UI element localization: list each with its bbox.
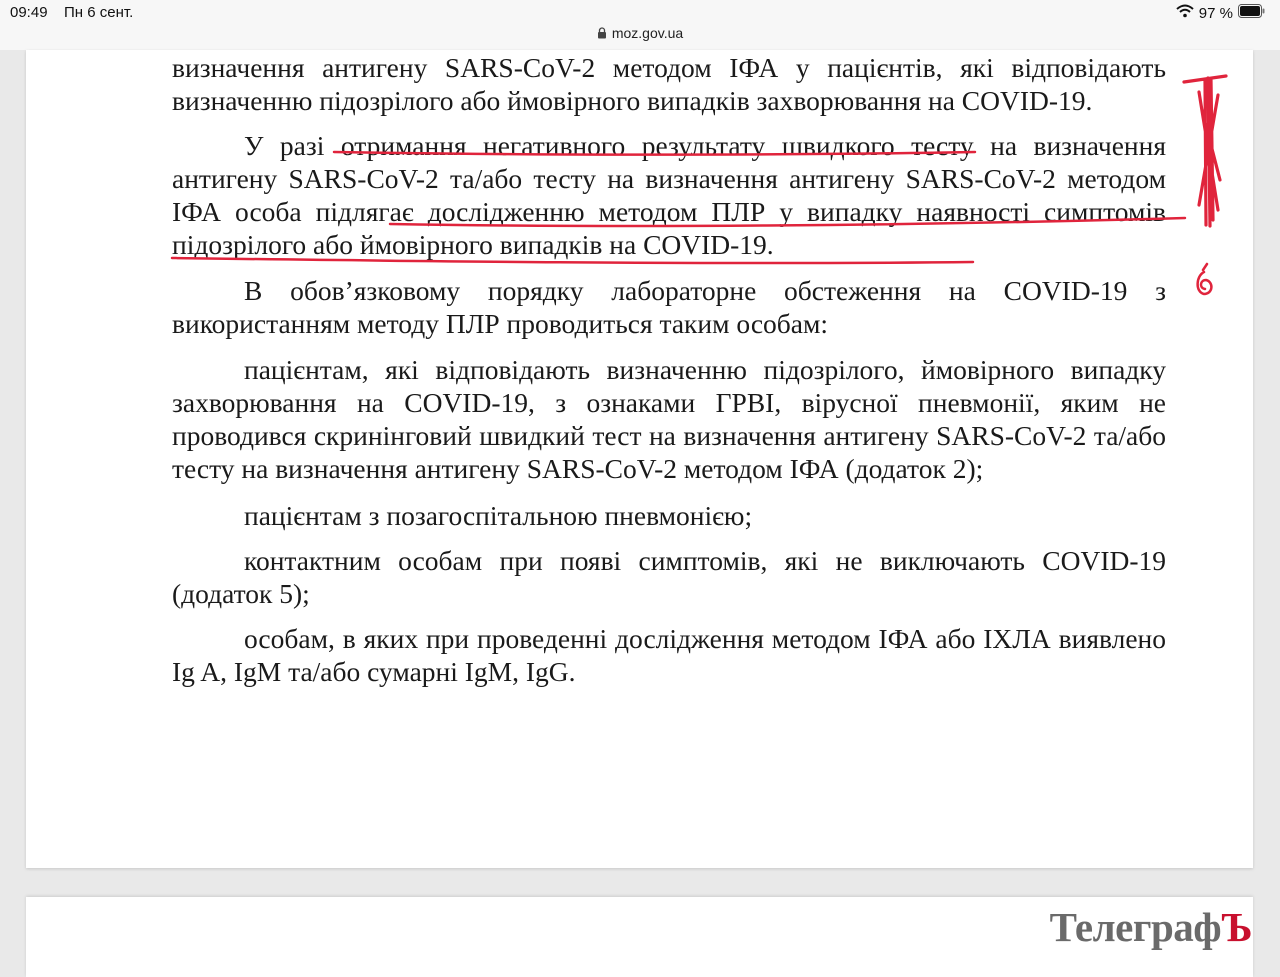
status-date: Пн 6 сент. (64, 4, 134, 21)
status-indicators (1176, 4, 1266, 22)
battery-percent: 97 % (1198, 4, 1233, 22)
address-bar[interactable] (0, 25, 1280, 42)
watermark-logo (1050, 903, 1252, 951)
paragraph-5: пацієнтам з позагоспітальною пневмонією; (244, 500, 753, 531)
paragraph-3: В обов’язковому порядку лабораторне обстеження на COVID-19 з використанням методу ПЛР проводиться таким особам: (172, 275, 1166, 339)
wifi-icon (1176, 4, 1194, 22)
lock-icon (597, 26, 607, 42)
document-page (26, 50, 1253, 868)
watermark-hard-sign: Ъ (1221, 904, 1252, 950)
paragraph-6: контактним особам при появі симптомів, які не виключають COVID-19 (додаток 5); (172, 545, 1166, 609)
watermark-text: Телеграф (1049, 904, 1222, 950)
status-bar (0, 0, 1280, 50)
paragraph-7: особам, в яких при проведенні дослідження методом ІФА або ІХЛА виявлено Ig A, IgM та/або сумарні IgM, IgG. (172, 623, 1166, 687)
status-time: 09:49 (10, 4, 48, 21)
url-text: moz.gov.ua (611, 25, 684, 41)
battery-icon (1238, 4, 1266, 22)
paragraph-4: пацієнтам, які відповідають визначенню підозрілого, ймовірного випадку захворювання на COVID-19, з ознаками ГРВІ, вірусної пневмонії, яким не проводився скринінговий швидкий тест на визначення антигену SARS-CoV-2 та/або тесту на визначення антигену SARS-CoV-2 методом ІФА (додаток 2); (172, 354, 1166, 484)
paragraph-1: визначення антигену SARS-CoV-2 методом ІФА у пацієнтів, які відповідають визначенню підозрілого або ймовірного випадків захворювання на COVID-19. (172, 52, 1166, 116)
paragraph-2: У разі отримання негативного результату швидкого тесту на визначення антигену SARS-CoV-2 та/або тесту на визначення антигену SARS-CoV-2 методом ІФА особа підлягає дослідженню методом ПЛР у випадку наявності симптомів підозрілого або ймовірного випадків на COVID-19. (172, 130, 1166, 260)
